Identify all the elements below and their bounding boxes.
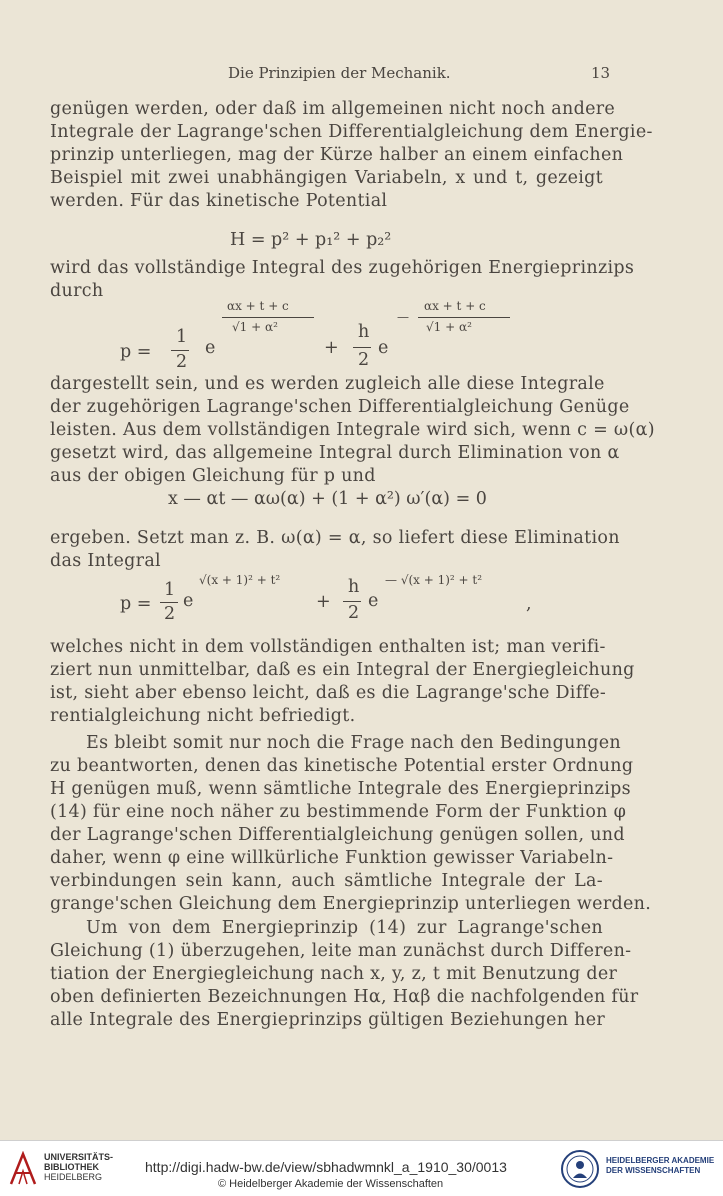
eq2-exp2-num: αx + t + c (424, 299, 486, 313)
university-library-label (44, 1152, 113, 1182)
eq2-plus: + (324, 338, 339, 358)
academy-label (606, 1156, 714, 1176)
text-line: Um von dem Energieprinzip (14) zur Lagrange'schen (86, 918, 603, 938)
logo-text-line: HEIDELBERG (44, 1172, 103, 1182)
text-line: Es bleibt somit nur noch die Frage nach den Bedingungen (86, 733, 621, 753)
text-line: Gleichung (1) überzugehen, leite man zunächst durch Differen- (50, 941, 632, 961)
eq2-lhs: p = (120, 342, 152, 362)
text-line: Beispiel mit zwei unabhängigen Variabeln, x und t, gezeigt (50, 168, 603, 188)
viewer-footer (0, 1140, 723, 1196)
equation-potential: H = p² + p₁² + p₂² (230, 230, 392, 250)
text-line: leisten. Aus dem vollständigen Integrale wird sich, wenn c = ω(α) (50, 420, 655, 440)
eq2-coef1-num: 1 (176, 327, 188, 347)
text-line: rentialgleichung nicht befriedigt. (50, 706, 356, 726)
text-line: prinzip unterliegen, mag der Kürze halber an einem einfachen (50, 145, 624, 165)
paragraph-3 (50, 373, 655, 488)
copyright-notice: © Heidelberger Akademie der Wissenschaften (218, 1178, 444, 1190)
eq4-comma: , (526, 594, 532, 614)
text-line: alle Integrale des Energieprinzips gültigen Beziehungen her (50, 1010, 606, 1030)
logo-text-line: DER WISSENSCHAFTEN (606, 1166, 701, 1175)
text-line: H genügen muß, wenn sämtliche Integrale des Energieprinzips (50, 779, 631, 799)
logo-text-line: UNIVERSITÄTS- (44, 1152, 114, 1162)
text-line: oben definierten Bezeichnungen Hα, Hαβ die nachfolgenden für (50, 987, 639, 1007)
fraction-bar (160, 602, 178, 603)
text-line: verbindungen sein kann, auch sämtliche Integrale der La- (50, 871, 603, 891)
eq4-e2: e (368, 591, 379, 611)
text-line: ziert nun unmittelbar, daß es ein Integral der Energiegleichung (50, 660, 635, 680)
fraction-bar (353, 347, 371, 348)
eq2-exp2-den: √1 + α² (426, 320, 472, 334)
fraction-bar (222, 317, 314, 318)
eq2-e2: e (378, 338, 389, 358)
fraction-bar (171, 350, 189, 351)
paragraph-2 (50, 257, 635, 303)
eq2-coef2-num: h (358, 322, 370, 342)
eq4-coef2-num: h (348, 577, 360, 597)
eq2-exp2-sign: — (397, 310, 409, 324)
text-line: grange'schen Gleichung dem Energieprinzip unterliegen werden. (50, 894, 652, 914)
text-line: das Integral (50, 551, 161, 571)
text-line: tiation der Energiegleichung nach x, y, z, t mit Benutzung der (50, 964, 618, 984)
text-line: genügen werden, oder daß im allgemeinen nicht noch andere (50, 99, 616, 119)
fraction-bar (418, 317, 510, 318)
permalink-url[interactable]: http://digi.hadw-bw.de/view/sbhadwmnkl_a_1910_30/0013 (145, 1159, 507, 1175)
text-line: welches nicht in dem vollständigen enthalten ist; man verifi- (50, 637, 606, 657)
text-line: durch (50, 281, 104, 301)
paragraph-7 (50, 917, 639, 1032)
text-line: der Lagrange'schen Differentialgleichung genügen sollen, und (50, 825, 625, 845)
paragraph-6 (50, 732, 652, 916)
text-line: Integrale der Lagrange'schen Differentialgleichung dem Energie- (50, 122, 653, 142)
equation-elimination: x — αt — αω(α) + (1 + α²) ω′(α) = 0 (168, 489, 487, 509)
eq2-coef2-den: 2 (358, 350, 370, 370)
running-title: Die Prinzipien der Mechanik. (228, 64, 451, 82)
eq2-exp1-num: αx + t + c (227, 299, 289, 313)
text-line: werden. Für das kinetische Potential (50, 191, 388, 211)
eq4-coef2-den: 2 (348, 603, 360, 623)
logo-text-line: HEIDELBERGER AKADEMIE (606, 1156, 715, 1165)
eq2-exp1-den: √1 + α² (232, 320, 278, 334)
fraction-bar (343, 601, 361, 602)
academy-seal-logo-icon (560, 1149, 600, 1189)
university-library-logo-icon (8, 1151, 38, 1187)
text-line: daher, wenn φ eine willkürliche Funktion gewisser Variabeln- (50, 848, 614, 868)
text-line: wird das vollständige Integral des zugehörigen Energieprinzips (50, 258, 635, 278)
eq4-exp2: — √(x + 1)² + t² (385, 573, 483, 587)
eq4-exp1: √(x + 1)² + t² (199, 573, 281, 587)
text-line: dargestellt sein, und es werden zugleich alle diese Integrale (50, 374, 605, 394)
text-line: ist, sieht aber ebenso leicht, daß es die Lagrange'sche Diffe- (50, 683, 607, 703)
eq4-coef1-den: 2 (164, 604, 176, 624)
eq2-coef1-den: 2 (176, 352, 188, 372)
eq2-e1: e (205, 338, 216, 358)
text-line: gesetzt wird, das allgemeine Integral durch Elimination von α (50, 443, 620, 463)
text-line: aus der obigen Gleichung für p und (50, 466, 376, 486)
eq4-e1: e (183, 591, 194, 611)
eq4-plus: + (316, 592, 331, 612)
text-line: (14) für eine noch näher zu bestimmende Form der Funktion φ (50, 802, 627, 822)
eq4-coef1-num: 1 (164, 580, 176, 600)
page-number: 13 (591, 64, 611, 82)
text-line: der zugehörigen Lagrange'schen Differentialgleichung Genüge (50, 397, 630, 417)
logo-text-line: BIBLIOTHEK (44, 1162, 99, 1172)
paragraph-5 (50, 636, 635, 728)
text-line: ergeben. Setzt man z. B. ω(α) = α, so liefert diese Elimination (50, 528, 620, 548)
text-line: zu beantworten, denen das kinetische Potential erster Ordnung (50, 756, 634, 776)
eq4-lhs: p = (120, 594, 152, 614)
paragraph-4 (50, 527, 620, 573)
paragraph-1 (50, 98, 653, 213)
